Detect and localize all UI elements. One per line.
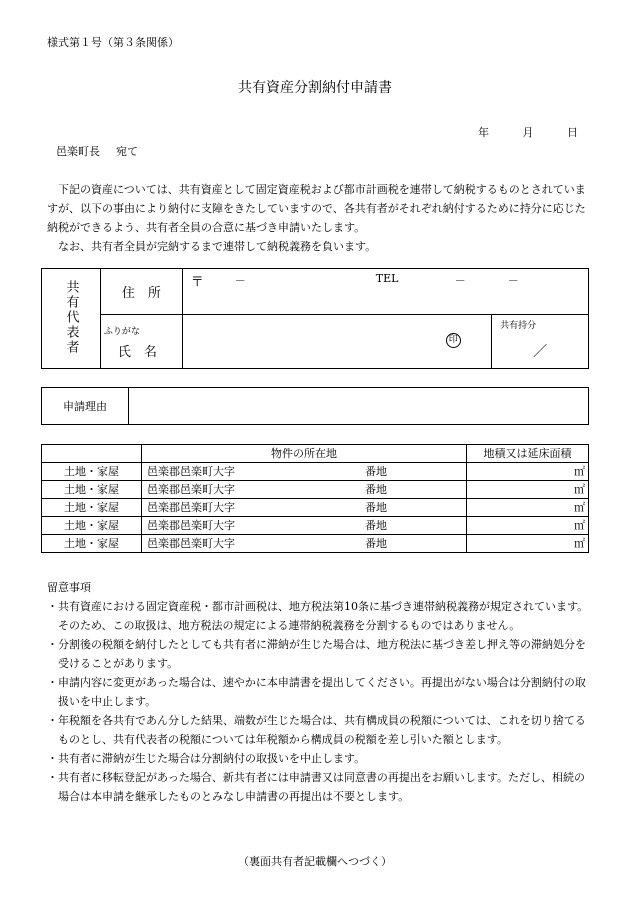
date-month: 月 <box>522 126 534 139</box>
intro-text <box>47 180 587 256</box>
table-row <box>42 481 589 499</box>
tel-label: TEL <box>375 272 399 285</box>
property-type: 土地・家屋 <box>42 517 142 535</box>
postal-mark: 〒 <box>190 275 204 290</box>
property-location-cell[interactable] <box>142 481 467 499</box>
date-day: 日 <box>567 126 578 139</box>
note-item: ・共有者に滞納が生じた場合は分割納付の取扱いを中止します。 <box>47 752 366 765</box>
property-type: 土地・家屋 <box>42 481 142 499</box>
name-field[interactable] <box>182 315 491 369</box>
property-location: 邑楽郡邑楽町大字 <box>147 500 235 514</box>
continuation-footer: （裏面共有者記載欄へつづく） <box>238 855 392 868</box>
property-location: 邑楽郡邑楽町大字 <box>147 482 235 496</box>
property-header-area: 地積又は延床面積 <box>467 445 589 463</box>
addressee-suffix: 宛て <box>116 145 138 158</box>
note-item: ・共有者に移転登記があった場合、新共有者には申請書又は同意書の再提出をお願いします。ただし、相続の場合は本申請を継承したものとみなし申請書の再提出は不要とします。 <box>47 771 586 803</box>
property-location: 邑楽郡邑楽町大字 <box>147 464 235 478</box>
name-label: 氏 名 <box>117 345 157 360</box>
property-area[interactable]: ㎡ <box>467 535 589 553</box>
share-label: 共有持分 <box>500 321 537 331</box>
table-row <box>42 517 589 535</box>
table-row <box>42 535 589 553</box>
table-row <box>42 499 589 517</box>
reason-label: 申請理由 <box>42 388 129 425</box>
property-location-cell[interactable] <box>142 517 467 535</box>
name-label-cell <box>100 315 182 369</box>
property-location-cell[interactable] <box>142 463 467 481</box>
address-label: 住 所 <box>100 269 182 315</box>
tel-dash-1: － <box>454 274 466 287</box>
property-lot: 番地 <box>365 501 387 514</box>
intro-paragraph: なお、共有者全員が完納するまで連帯して納税義務を負います。 <box>58 240 377 253</box>
property-location-cell[interactable] <box>142 499 467 517</box>
notes-section <box>47 578 592 806</box>
property-area[interactable]: ㎡ <box>467 517 589 535</box>
representative-table <box>41 268 589 369</box>
table-row <box>42 463 589 481</box>
property-lot: 番地 <box>365 519 387 532</box>
date-line <box>478 124 578 140</box>
reason-field[interactable] <box>129 388 589 425</box>
reason-table <box>41 387 589 425</box>
property-header-location: 物件の所在地 <box>142 445 467 463</box>
property-area[interactable]: ㎡ <box>467 481 589 499</box>
addressee <box>56 143 138 159</box>
representative-label-cell <box>42 269 101 369</box>
property-location: 邑楽郡邑楽町大字 <box>147 536 235 550</box>
property-type: 土地・家屋 <box>42 463 142 481</box>
property-lot: 番地 <box>365 537 387 550</box>
property-type: 土地・家屋 <box>42 535 142 553</box>
date-year: 年 <box>478 126 489 139</box>
representative-label: 共有代表者 <box>63 279 79 355</box>
addressee-name: 邑楽町長 <box>56 145 100 158</box>
property-lot: 番地 <box>365 483 387 496</box>
property-area[interactable]: ㎡ <box>467 499 589 517</box>
note-item: ・年税額を各共有であん分した結果、端数が生じた場合は、共有構成員の税額については、これを切り捨てるものとし、共有代表者の税額については年税額から構成員の税額を差し引いた額とします。 <box>47 714 586 746</box>
form-number: 様式第１号（第３条関係） <box>47 36 179 49</box>
property-location-cell[interactable] <box>142 535 467 553</box>
notes-heading: 留意事項 <box>47 581 91 594</box>
page-title: 共有資産分割納付申請書 <box>238 80 392 96</box>
note-item: ・申請内容に変更があった場合は、速やかに本申請書を提出してください。再提出がない場合は分割納付の取扱いを中止します。 <box>47 676 586 708</box>
share-field[interactable] <box>492 315 589 369</box>
tel-dash-2: － <box>507 274 519 287</box>
address-field[interactable] <box>182 269 588 315</box>
seal-icon: 印 <box>446 333 461 348</box>
note-item: ・分割後の税額を納付したとしても共有者に滞納が生じた場合は、地方税法に基づき差し押え等の滞納処分を受けることがあります。 <box>47 638 586 670</box>
property-header-type <box>42 445 142 463</box>
note-item: ・共有資産における固定資産税・都市計画税は、地方税法第10条に基づき連帯納税義務が規定されています。そのため、この取扱は、地方税法の規定による連帯納税義務を分割するものではありません。 <box>47 600 589 632</box>
postal-dash: － <box>234 274 246 287</box>
furigana-label: ふりがな <box>103 327 140 337</box>
property-type: 土地・家屋 <box>42 499 142 517</box>
share-slash: ／ <box>533 344 548 360</box>
property-location: 邑楽郡邑楽町大字 <box>147 518 235 532</box>
property-table <box>41 444 589 553</box>
property-area[interactable]: ㎡ <box>467 463 589 481</box>
property-lot: 番地 <box>365 465 387 478</box>
intro-paragraph: 下記の資産については、共有資産として固定資産税および都市計画税を連帯して納税するものとされていますが、以下の事由により納付に支障をきたしていますので、各共有者がそれぞれ納付するために持分に応じた納税ができるよう、共有者全員の合意に基づき申請いたします。 <box>47 183 586 234</box>
